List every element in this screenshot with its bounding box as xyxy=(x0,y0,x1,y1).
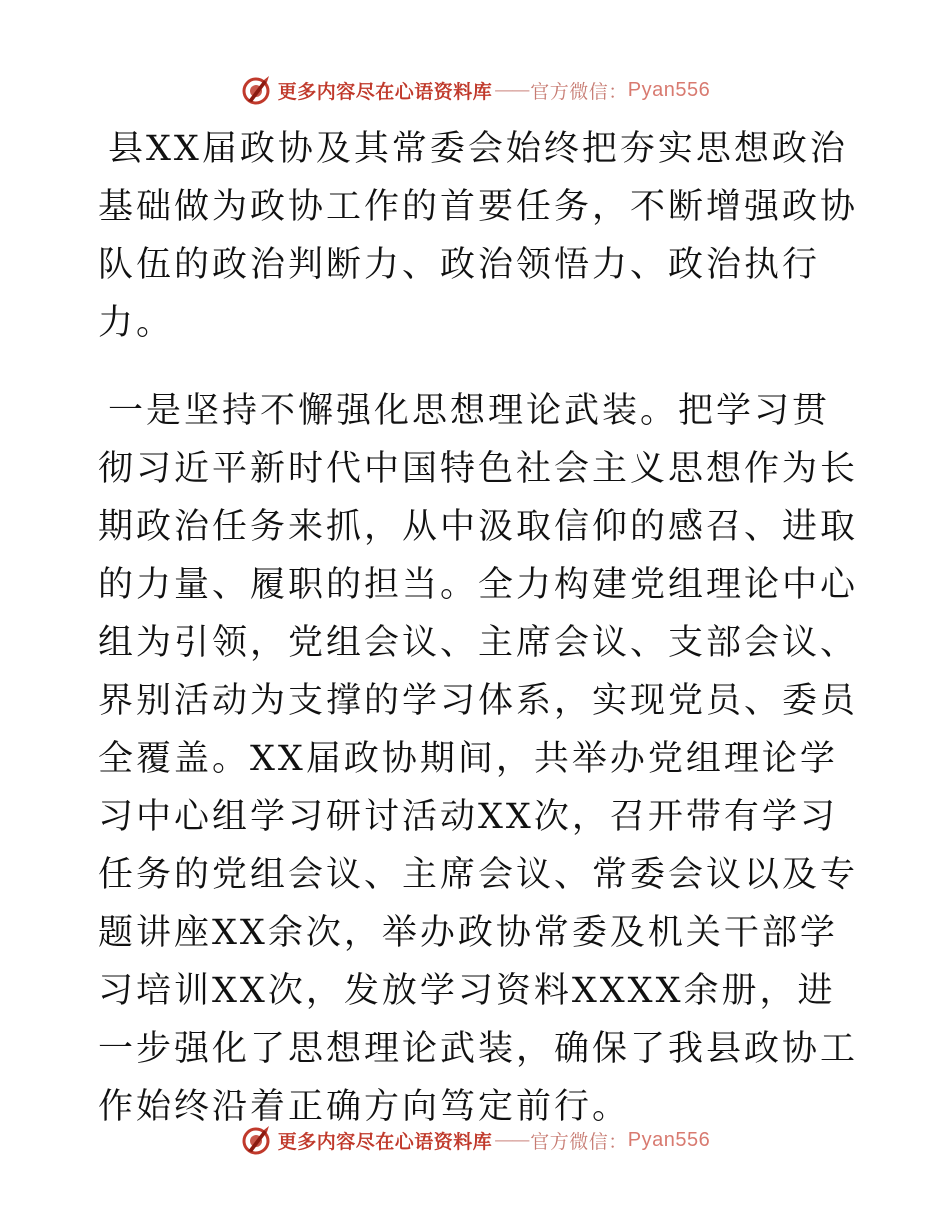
header-text xyxy=(278,77,711,104)
header-wechat-id: Pyan556 xyxy=(627,78,711,101)
quill-pen-logo-icon xyxy=(240,1124,272,1156)
header-wechat-label: 官方微信： xyxy=(530,80,628,103)
footer-text xyxy=(278,1127,711,1154)
footer-banner xyxy=(0,1120,950,1160)
document-body xyxy=(98,120,858,1136)
footer-wechat-label: 官方微信： xyxy=(530,1130,628,1153)
paragraph-point-one: 一是坚持不懈强化思想理论武装。把学习贯彻习近平新时代中国特色社会主义思想作为长期政治任务来抓，从中汲取信仰的感召、进取的力量、履职的担当。全力构建党组理论中心组为引领，党组会议、主席会议、支部会议、界别活动为支撑的学习体系，实现党员、委员全覆盖。XX届政协期间，共举办党组理论学习中心组学习研讨活动XX次，召开带有学习任务的党组会议、主席会议、常委会议以及专题讲座XX余次，举办政协常委及机关干部学习培训XX次，发放学习资料XXXX余册，进一步强化了思想理论武装，确保了我县政协工作始终沿着正确方向笃定前行。 xyxy=(98,391,859,1127)
footer-wechat-id: Pyan556 xyxy=(627,1128,711,1151)
paragraph-intro: 县XX届政协及其常委会始终把夯实思想政治基础做为政协工作的首要任务，不断增强政协队伍的政治判断力、政治领悟力、政治执行力。 xyxy=(98,129,859,343)
quill-pen-logo-icon xyxy=(240,74,272,106)
footer-brand: 更多内容尽在心语资料库 xyxy=(277,1130,493,1153)
header-separator: —— xyxy=(494,79,529,101)
header-brand: 更多内容尽在心语资料库 xyxy=(277,80,493,103)
footer-separator: —— xyxy=(494,1129,529,1151)
header-banner xyxy=(0,70,950,110)
